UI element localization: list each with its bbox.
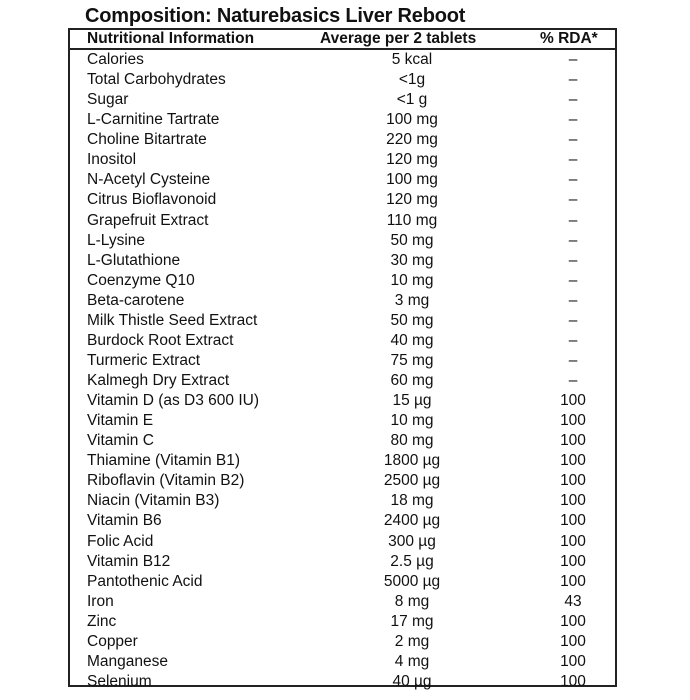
nutrient-amount: 100 mg — [386, 111, 438, 129]
table-row — [70, 90, 615, 110]
nutrient-amount: 8 mg — [394, 592, 430, 610]
nutrient-amount: 4 mg — [394, 652, 430, 670]
nutrient-name: Vitamin C — [87, 432, 154, 450]
nutrient-rda: – — [568, 71, 578, 89]
nutrient-rda: – — [568, 131, 578, 149]
nutrient-name: Grapefruit Extract — [87, 211, 209, 229]
nutrient-amount: 15 µg — [392, 392, 432, 410]
nutrient-rda: – — [568, 191, 578, 209]
nutrient-rda: – — [568, 171, 578, 189]
nutrient-rda: – — [568, 51, 578, 68]
table-row — [70, 391, 615, 411]
nutrient-name: Folic Acid — [87, 532, 154, 550]
nutrient-rda: – — [568, 91, 578, 109]
nutrient-rda: 100 — [560, 412, 586, 430]
nutrient-amount: 1800 µg — [383, 452, 441, 470]
table-row — [70, 371, 615, 391]
nutrient-rda: 100 — [560, 492, 586, 510]
table-row — [70, 491, 615, 511]
nutrient-amount: 5 kcal — [391, 51, 433, 68]
nutrient-amount: 300 µg — [388, 532, 436, 550]
nutrient-name: Thiamine (Vitamin B1) — [87, 452, 241, 470]
nutrient-amount: 17 mg — [390, 612, 434, 630]
nutrient-name: Turmeric Extract — [87, 351, 201, 369]
nutrient-amount: 80 mg — [390, 432, 434, 450]
nutrient-amount: 2.5 µg — [390, 552, 434, 570]
nutrient-amount: 120 mg — [386, 191, 438, 209]
nutrient-rda: – — [568, 311, 578, 329]
nutrient-name: Vitamin B12 — [87, 552, 171, 570]
nutrient-rda: – — [568, 151, 578, 169]
table-row — [70, 50, 615, 70]
table-row — [70, 170, 615, 190]
table-row — [70, 612, 615, 632]
nutrient-rda: 100 — [560, 552, 586, 570]
nutrient-rda: 100 — [560, 532, 586, 550]
nutrient-name: Milk Thistle Seed Extract — [87, 311, 258, 329]
nutrient-rda: – — [568, 372, 578, 389]
nutrient-amount: 100 mg — [386, 171, 438, 189]
nutrient-name: L-Lysine — [87, 231, 146, 249]
nutrient-amount: 5000 µg — [383, 572, 441, 590]
nutrient-amount: 10 mg — [390, 271, 434, 289]
nutrient-rda: 100 — [560, 572, 586, 590]
table-row — [70, 451, 615, 471]
nutrient-rda: – — [568, 331, 578, 349]
nutrient-amount: 3 mg — [394, 291, 430, 309]
nutrient-name: Burdock Root Extract — [87, 331, 234, 349]
nutrient-rda: 100 — [560, 652, 586, 670]
table-row — [70, 552, 615, 572]
nutrient-amount: 2400 µg — [383, 512, 441, 530]
nutrient-rda: – — [568, 351, 578, 369]
nutrient-name: Kalmegh Dry Extract — [87, 372, 230, 389]
nutrient-rda: 100 — [560, 632, 586, 650]
nutrient-rda: 100 — [560, 472, 586, 490]
table-row — [70, 70, 615, 90]
table-row — [70, 632, 615, 652]
nutrient-rda: 43 — [564, 592, 582, 610]
table-row — [70, 211, 615, 231]
table-row — [70, 672, 615, 692]
nutrient-amount: 2500 µg — [383, 472, 441, 490]
nutrient-name: Vitamin E — [87, 412, 154, 430]
header-average-per-2-tablets: Average per 2 tablets — [320, 30, 477, 47]
nutrient-amount: 10 mg — [390, 412, 434, 430]
nutrient-name: Vitamin D (as D3 600 IU) — [87, 392, 259, 410]
nutrient-amount: 50 mg — [390, 231, 434, 249]
table-row — [70, 291, 615, 311]
header-nutritional-information: Nutritional Information — [87, 30, 255, 47]
table-row — [70, 130, 615, 150]
nutrient-rda: – — [568, 211, 578, 229]
table-row — [70, 190, 615, 210]
nutrient-amount: 50 mg — [390, 311, 434, 329]
table-row — [70, 311, 615, 331]
table-row — [70, 251, 615, 271]
nutrient-name: Sugar — [87, 91, 129, 109]
nutrient-name: Niacin (Vitamin B3) — [87, 492, 220, 510]
nutrient-name: L-Glutathione — [87, 251, 181, 269]
nutrient-amount: 75 mg — [390, 351, 434, 369]
header-rda: % RDA* — [540, 30, 598, 47]
table-row — [70, 431, 615, 451]
nutrient-name: Inositol — [87, 151, 137, 169]
table-row — [70, 231, 615, 251]
nutrient-amount: <1g — [398, 71, 426, 89]
nutrient-name: Calories — [87, 51, 144, 68]
table-row — [70, 652, 615, 672]
nutrient-rda: 100 — [560, 452, 586, 470]
nutrient-name: Beta-carotene — [87, 291, 185, 309]
table-row — [70, 150, 615, 170]
nutrient-amount: 40 mg — [390, 331, 434, 349]
nutrient-name: Iron — [87, 592, 114, 610]
table-row — [70, 110, 615, 130]
table-row — [70, 592, 615, 612]
nutrient-rda: – — [568, 231, 578, 249]
nutrient-amount: 220 mg — [386, 131, 438, 149]
nutrient-amount: 110 mg — [386, 211, 438, 229]
nutrient-rda: – — [568, 271, 578, 289]
page-title: Composition: Naturebasics Liver Reboot — [85, 5, 466, 27]
table-row — [70, 351, 615, 371]
nutrient-amount: 120 mg — [386, 151, 438, 169]
table-row — [70, 511, 615, 531]
nutrient-rda: 100 — [560, 612, 586, 630]
nutrient-name: Zinc — [87, 612, 117, 630]
nutrient-rda: – — [568, 291, 578, 309]
table-body — [70, 50, 615, 692]
nutrient-name: Pantothenic Acid — [87, 572, 203, 590]
table-row — [70, 331, 615, 351]
nutrient-rda: – — [568, 111, 578, 129]
nutrient-name: N-Acetyl Cysteine — [87, 171, 211, 189]
nutrition-table — [68, 28, 617, 690]
table-header — [70, 30, 615, 50]
table-row — [70, 411, 615, 431]
nutrient-amount: 60 mg — [390, 372, 434, 389]
nutrient-rda: – — [568, 251, 578, 269]
nutrient-name: L-Carnitine Tartrate — [87, 111, 220, 129]
nutrient-name: Choline Bitartrate — [87, 131, 207, 149]
table-row — [70, 471, 615, 491]
nutrient-name: Coenzyme Q10 — [87, 271, 195, 289]
table-row — [70, 532, 615, 552]
nutrient-amount: 2 mg — [394, 632, 430, 650]
nutrient-name: Total Carbohydrates — [87, 71, 226, 89]
nutrient-name: Riboflavin (Vitamin B2) — [87, 472, 245, 490]
nutrient-rda: 100 — [560, 432, 586, 450]
nutrient-name: Selenium — [87, 672, 152, 690]
nutrient-amount: 40 µg — [392, 672, 432, 690]
nutrient-name: Vitamin B6 — [87, 512, 162, 530]
nutrient-name: Citrus Bioflavonoid — [87, 191, 217, 209]
table-row — [70, 572, 615, 592]
table-row — [70, 271, 615, 291]
nutrient-amount: <1 g — [396, 91, 428, 109]
nutrient-amount: 18 mg — [390, 492, 434, 510]
nutrient-rda: 100 — [560, 672, 586, 690]
nutrient-amount: 30 mg — [390, 251, 434, 269]
nutrient-rda: 100 — [560, 392, 586, 410]
nutrient-name: Manganese — [87, 652, 169, 670]
nutrient-rda: 100 — [560, 512, 586, 530]
nutrient-name: Copper — [87, 632, 138, 650]
